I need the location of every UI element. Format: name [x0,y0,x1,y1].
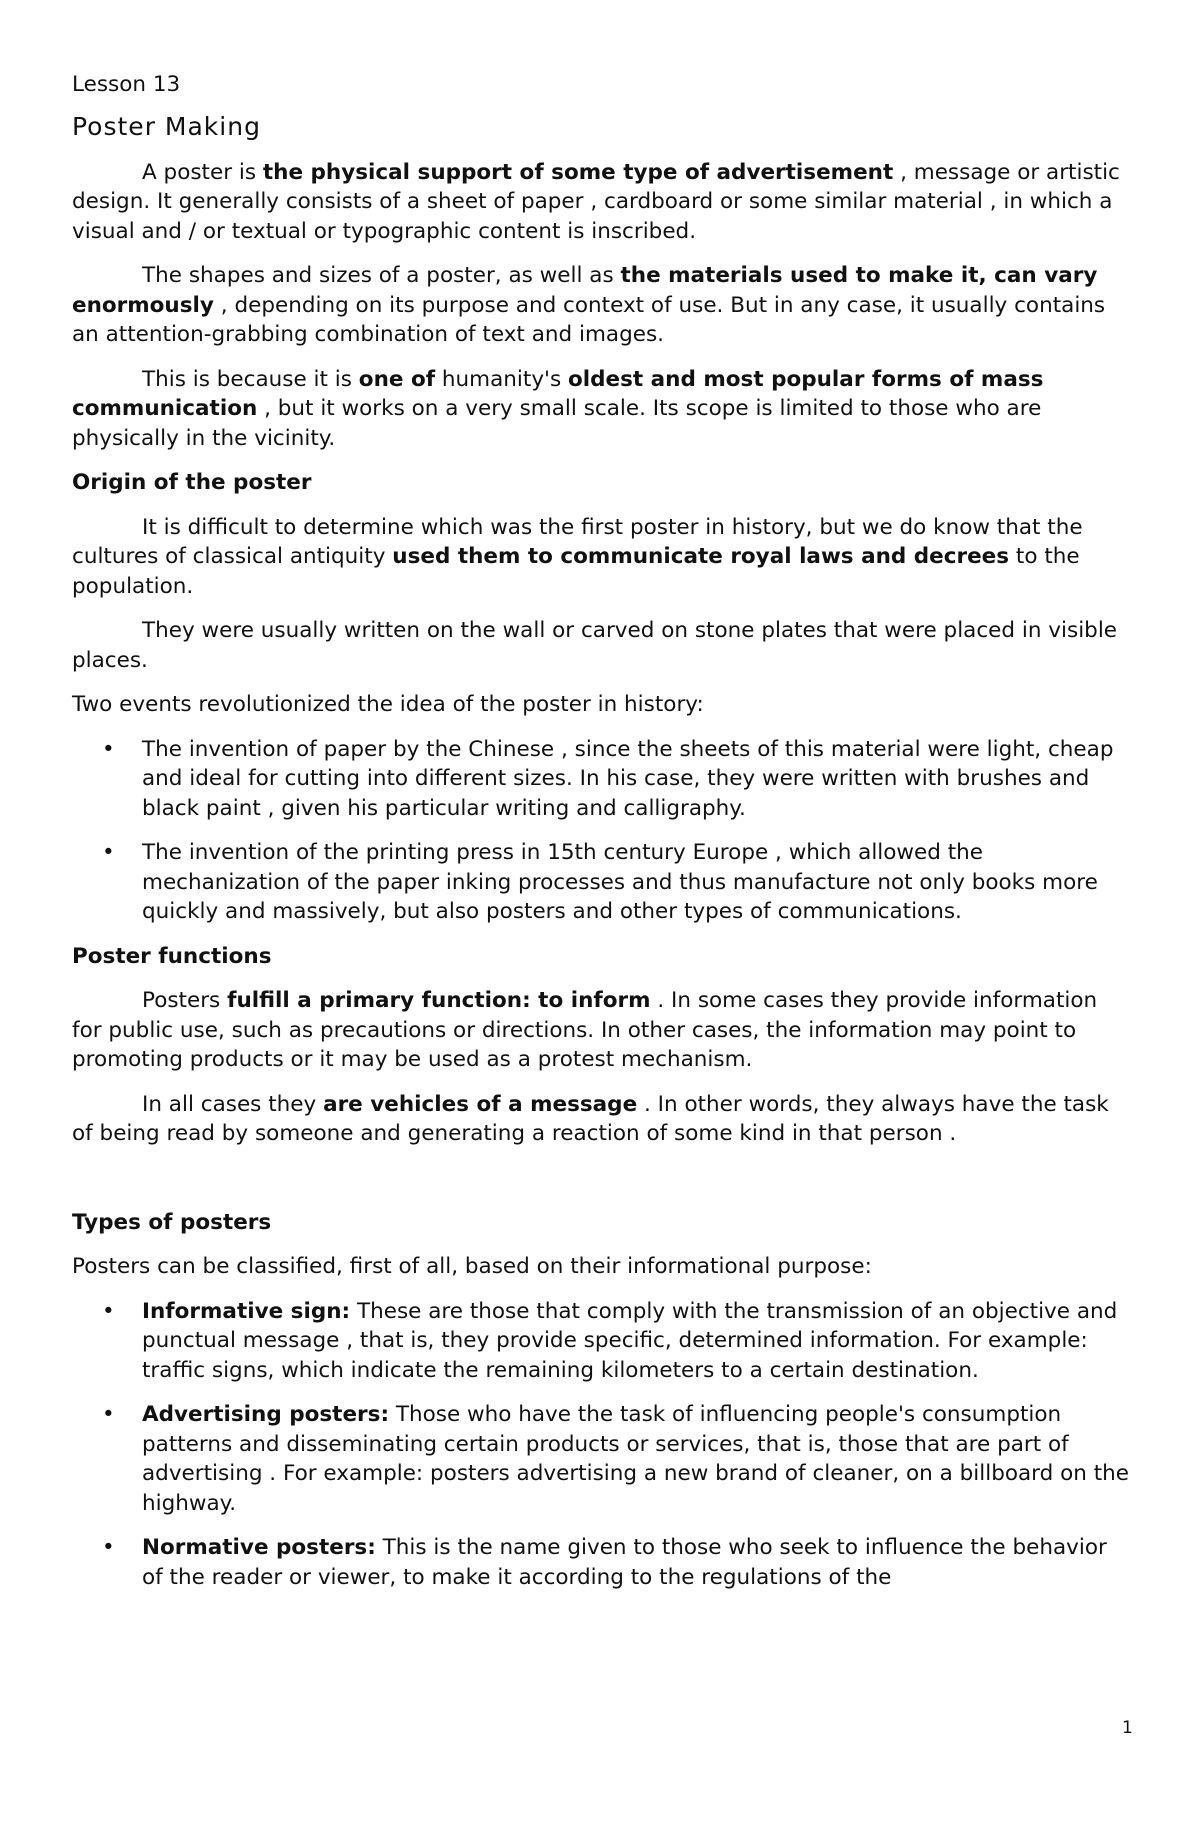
list-item-text: The invention of paper by the Chinese , since the sheets of this material were light, cheap and ideal for cutting into different sizes. In his case, they were written with brushes and black paint , given his particular writing and calligraphy. [142,736,1114,821]
bold-text: used them to communicate royal laws and decrees [392,544,1010,569]
intro-paragraph-3 [72,365,1132,454]
functions-heading: Poster functions [72,943,272,969]
text-run: . In some cases they provide information for public use, such as precautions or directions. In other cases, the information may point to promoting products or it may be used as a protest mechanism. [72,988,1098,1072]
functions-paragraph-2 [72,1090,1132,1149]
bold-text: the physical support of some type of advertisement [262,159,894,185]
origin-heading: Origin of the poster [72,470,312,495]
bold-text: the materials used to make it, can vary enormously [72,263,1098,318]
origin-paragraph-3: Two events revolutionized the idea of the poster in history: [72,692,704,717]
type-term: Normative posters: [142,1535,376,1560]
functions-paragraph-1 [72,986,1132,1075]
origin-paragraph-2: They were usually written on the wall or carved on stone plates that were placed in visible places. [72,618,1118,673]
text-run: , but it works on a very small scale. Its scope is limited to those who are physically in the vicinity. [72,396,1042,451]
intro-paragraph-2 [72,261,1132,350]
bold-text: are vehicles of a message [323,1091,638,1117]
types-paragraph: Posters can be classified, first of all, based on their informational purpose: [72,1254,872,1279]
text-run: A poster is [142,159,263,185]
document-page [72,70,1132,1607]
bullet-icon: • [102,1402,115,1427]
intro-paragraph-1 [72,158,1132,247]
bold-text: oldest and most popular forms of mass communication [72,366,1044,421]
type-term: Advertising posters: [142,1402,390,1427]
bold-text: one of [358,366,436,392]
list-item [72,1533,1132,1592]
text-run: . In other words, they always have the task of being read by someone and generating a reaction of some kind in that person . [72,1091,1109,1146]
list-item [72,1400,1132,1518]
bullet-icon: • [102,1535,115,1560]
lesson-label: Lesson 13 [72,72,181,97]
text-run: , depending on its purpose and context of use. But in any case, it usually contains an attention-grabbing combination of text and images. [72,292,1106,347]
spacer [72,1164,1132,1208]
types-list [72,1297,1132,1593]
bullet-icon: • [102,840,115,865]
text-run: Posters [142,988,228,1013]
page-title: Poster Making [72,111,261,141]
list-item-text: These are those that comply with the transmission of an objective and punctual message , that is, they provide specific, determined information. For example: traffic signs, which indicate the remaining kilometers to a certain destination. [142,1298,1118,1383]
text-run: In all cases they [142,1091,324,1117]
types-heading: Types of posters [72,1209,272,1235]
bold-text: fulfill a primary function: to inform [227,988,651,1013]
list-item [72,838,1132,927]
text-run: humanity's [435,366,568,392]
text-run: This is because it is [142,366,359,392]
bullet-icon: • [102,736,115,762]
list-item [72,735,1132,824]
text-run: to the population. [72,544,1080,599]
list-item-text: This is the name given to those who seek to influence the behavior of the reader or viewer, to make it according to the regulations of the [142,1535,1107,1590]
list-item-text: The invention of the printing press in 15th century Europe , which allowed the mechanization of the paper inking processes and thus manufacture not only books more quickly and massively, but also posters and other types of communications. [142,840,1098,924]
origin-paragraph-1 [72,513,1132,602]
list-item-text: Those who have the task of influencing people's consumption patterns and disseminating certain products or services, that is, those that are part of advertising . For example: posters advertising a new brand of cleaner, on a billboard on the highway. [142,1402,1130,1516]
text-run: , message or artistic design. It generally consists of a sheet of paper , cardboard or some similar material , in which a visual and / or textual or typographic content is inscribed. [72,159,1120,244]
text-run: It is difficult to determine which was the first poster in history, but we do know that the cultures of classical antiquity [72,514,1083,569]
events-list [72,735,1132,927]
list-item [72,1297,1132,1386]
type-term: Informative sign: [142,1298,351,1324]
page-number: 1 [1122,1718,1133,1738]
bullet-icon: • [102,1298,115,1324]
text-run: The shapes and sizes of a poster, as well as [142,263,621,288]
